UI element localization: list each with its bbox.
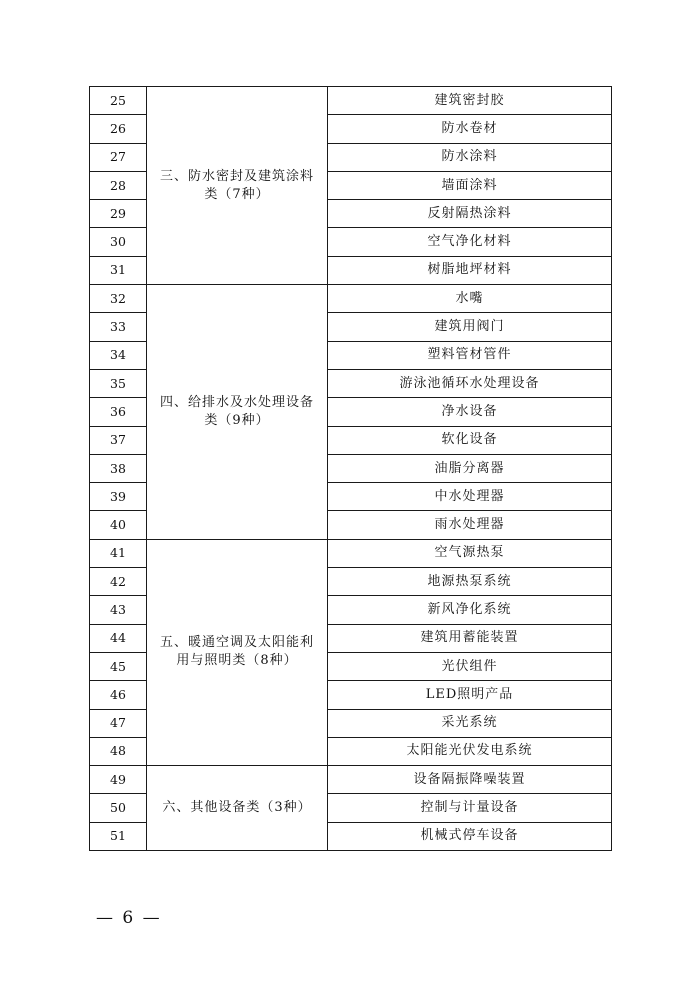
product-name: 塑料管材管件 — [328, 341, 612, 369]
product-name: 防水卷材 — [328, 115, 612, 143]
product-name: 机械式停车设备 — [328, 822, 612, 850]
product-name: 空气净化材料 — [328, 228, 612, 256]
product-name: 墙面涂料 — [328, 171, 612, 199]
row-number: 28 — [90, 171, 147, 199]
product-name: 水嘴 — [328, 285, 612, 313]
product-name: 新风净化系统 — [328, 596, 612, 624]
product-name: 油脂分离器 — [328, 454, 612, 482]
row-number: 48 — [90, 737, 147, 765]
row-number: 31 — [90, 256, 147, 284]
row-number: 40 — [90, 511, 147, 539]
table-row — [90, 539, 612, 567]
row-number: 36 — [90, 398, 147, 426]
row-number: 49 — [90, 766, 147, 794]
row-number: 25 — [90, 87, 147, 115]
row-number: 26 — [90, 115, 147, 143]
product-name: LED照明产品 — [328, 681, 612, 709]
row-number: 44 — [90, 624, 147, 652]
product-name: 太阳能光伏发电系统 — [328, 737, 612, 765]
product-name: 游泳池循环水处理设备 — [328, 369, 612, 397]
product-name: 树脂地坪材料 — [328, 256, 612, 284]
product-name: 地源热泵系统 — [328, 568, 612, 596]
category-cell: 六、其他设备类（3种） — [147, 766, 328, 851]
row-number: 41 — [90, 539, 147, 567]
product-catalog-table — [89, 86, 612, 851]
table-body — [90, 87, 612, 851]
row-number: 43 — [90, 596, 147, 624]
table-row — [90, 87, 612, 115]
row-number: 33 — [90, 313, 147, 341]
product-name: 空气源热泵 — [328, 539, 612, 567]
category-cell: 四、给排水及水处理设备类（9种） — [147, 285, 328, 540]
row-number: 38 — [90, 454, 147, 482]
row-number: 37 — [90, 426, 147, 454]
row-number: 27 — [90, 143, 147, 171]
product-name: 控制与计量设备 — [328, 794, 612, 822]
row-number: 34 — [90, 341, 147, 369]
row-number: 39 — [90, 483, 147, 511]
row-number: 32 — [90, 285, 147, 313]
product-name: 净水设备 — [328, 398, 612, 426]
row-number: 42 — [90, 568, 147, 596]
page-number: — 6 — — [96, 908, 162, 928]
table-row — [90, 285, 612, 313]
product-name: 设备隔振降噪装置 — [328, 766, 612, 794]
product-name: 防水涂料 — [328, 143, 612, 171]
product-name: 建筑用阀门 — [328, 313, 612, 341]
product-name: 采光系统 — [328, 709, 612, 737]
product-name: 中水处理器 — [328, 483, 612, 511]
table-row — [90, 766, 612, 794]
row-number: 46 — [90, 681, 147, 709]
product-name: 建筑用蓄能装置 — [328, 624, 612, 652]
category-cell: 五、暖通空调及太阳能利用与照明类（8种） — [147, 539, 328, 765]
row-number: 29 — [90, 200, 147, 228]
row-number: 30 — [90, 228, 147, 256]
product-name: 雨水处理器 — [328, 511, 612, 539]
row-number: 51 — [90, 822, 147, 850]
product-name: 建筑密封胶 — [328, 87, 612, 115]
row-number: 45 — [90, 652, 147, 680]
row-number: 50 — [90, 794, 147, 822]
row-number: 47 — [90, 709, 147, 737]
product-name: 光伏组件 — [328, 652, 612, 680]
category-cell: 三、防水密封及建筑涂料类（7种） — [147, 87, 328, 285]
row-number: 35 — [90, 369, 147, 397]
product-name: 反射隔热涂料 — [328, 200, 612, 228]
product-name: 软化设备 — [328, 426, 612, 454]
